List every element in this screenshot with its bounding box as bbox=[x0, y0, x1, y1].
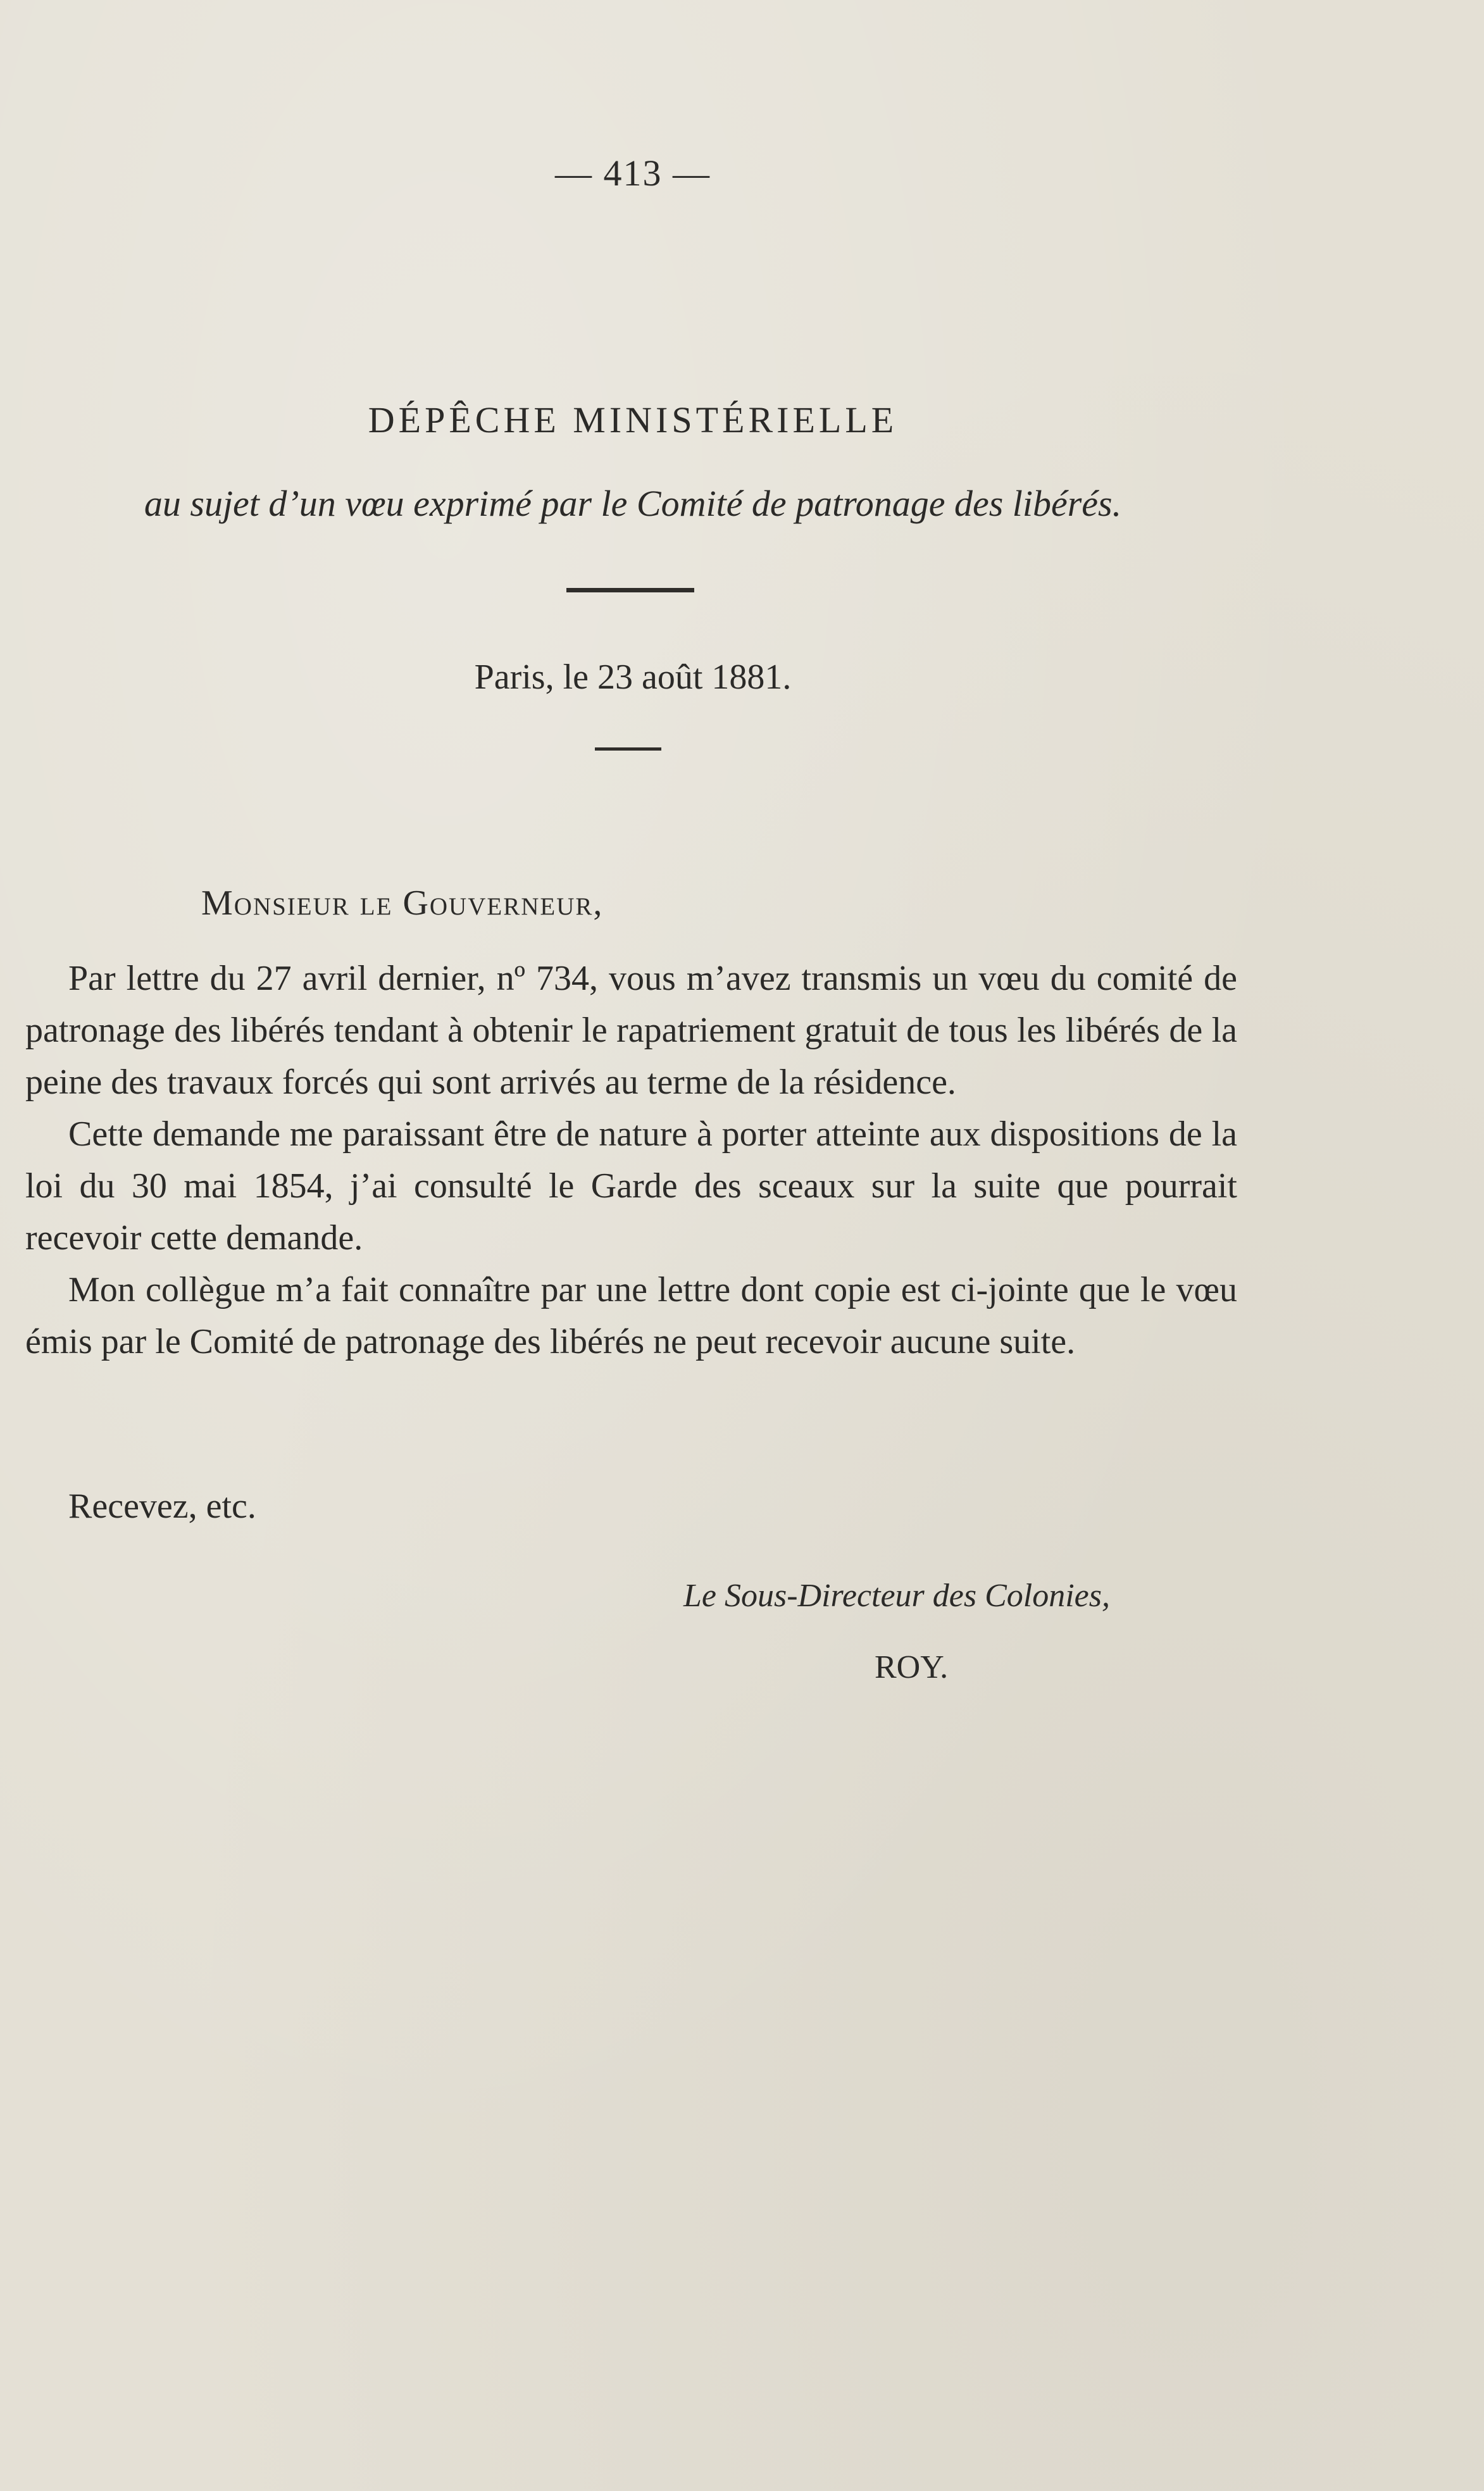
page-number: — 413 — bbox=[555, 153, 711, 194]
salutation: Monsieur le Gouverneur, bbox=[201, 883, 604, 923]
document-title: DÉPÊCHE MINISTÉRIELLE bbox=[368, 399, 898, 440]
paragraph: Mon collègue m’a fait connaître par une lettre dont copie est ci-jointe que le vœu émis par le Comité de patronage des libérés ne peut recevoir aucune suite. bbox=[25, 1270, 1237, 1361]
signature-name: ROY. bbox=[875, 1649, 949, 1685]
signature-title: Le Sous-Directeur des Colonies, bbox=[683, 1578, 1110, 1614]
document-subtitle: au sujet d’un vœu exprimé par le Comité de patronage des libérés. bbox=[144, 483, 1122, 524]
closing: Recevez, etc. bbox=[68, 1487, 256, 1526]
paragraph: Cette demande me paraissant être de nature à porter atteinte aux dispositions de la loi du 30 mai 1854, j’ai consulté le Garde des sceaux sur la suite que pourrait recevoir cette demande. bbox=[25, 1114, 1237, 1258]
paragraph: Par lettre du 27 avril dernier, nº 734, vous m’avez transmis un vœu du comité de patronage des libérés tendant à obtenir le rapatriement gratuit de tous les libérés de la peine des travaux forcés qui sont arrivés au terme de la résidence. bbox=[25, 959, 1237, 1102]
dateline: Paris, le 23 août 1881. bbox=[474, 658, 792, 697]
letter-body bbox=[25, 952, 1237, 1368]
title-divider bbox=[566, 588, 694, 592]
dateline-divider bbox=[595, 747, 661, 751]
